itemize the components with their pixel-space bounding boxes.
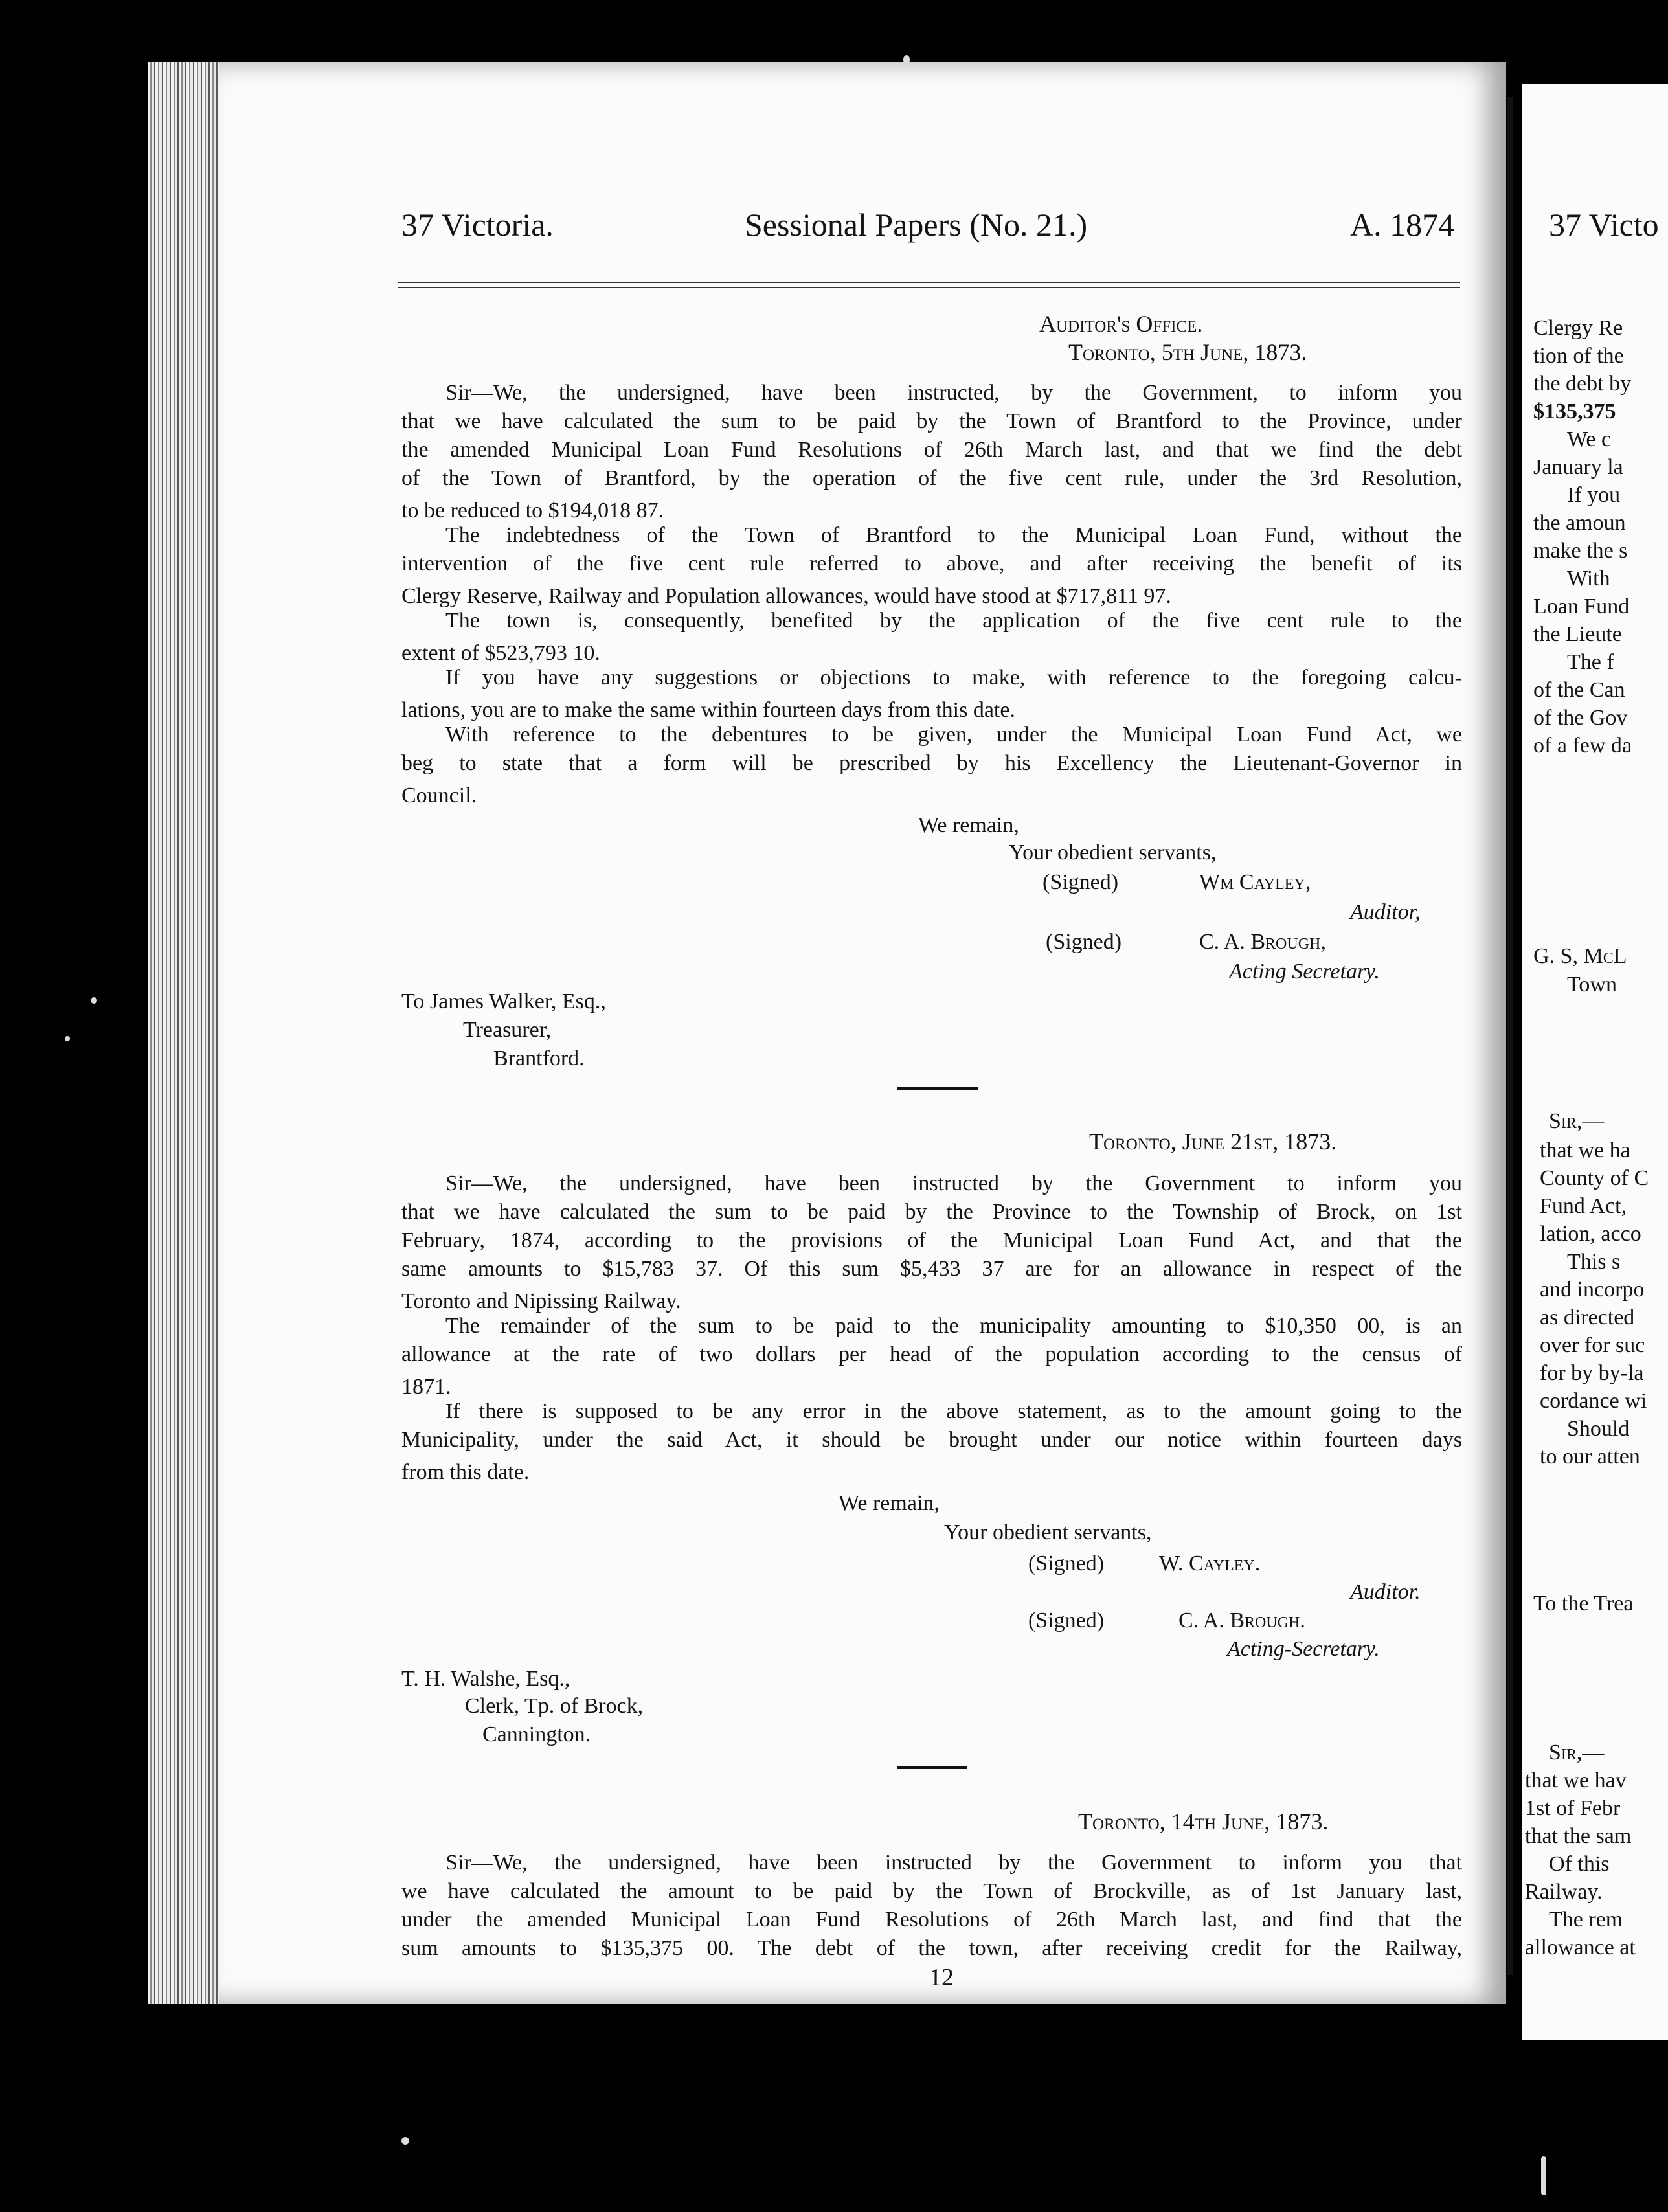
letter1-line-12: lations, you are to make the same within fourteen days from this date. xyxy=(401,698,1015,722)
facing-line: and incorpo xyxy=(1540,1278,1645,1302)
letter3-dateline: Toronto, 14th June, 1873. xyxy=(1078,1809,1329,1834)
letter1-title-1: Auditor, xyxy=(1350,900,1421,924)
letter2-name-2: C. A. Brough. xyxy=(1178,1608,1305,1632)
letter1-line-14: beg to state that a form will be prescribed by his Excellency the Lieutenant-Governor in xyxy=(401,751,1462,775)
facing-line: Fund Act, xyxy=(1540,1194,1627,1218)
letter1-addressee-1: To James Walker, Esq., xyxy=(401,989,606,1013)
letter2-line-9: If there is supposed to be any error in the above statement, as to the amount going to the xyxy=(445,1399,1462,1423)
letter2-addressee-1: T. H. Walshe, Esq., xyxy=(401,1667,570,1691)
letter2-closing: We remain, xyxy=(839,1491,940,1515)
facing-line: of the Can xyxy=(1533,678,1625,702)
facing-line: Should xyxy=(1567,1417,1630,1441)
letter2-servants: Your obedient servants, xyxy=(944,1520,1152,1544)
letter2-title-1: Auditor. xyxy=(1350,1580,1421,1604)
facing-line: of the Gov xyxy=(1533,706,1628,730)
scan-speck xyxy=(401,2137,409,2145)
facing-line: tion of the xyxy=(1533,344,1624,368)
letter1-line-15: Council. xyxy=(401,784,477,807)
book-gutter xyxy=(1507,97,1513,1975)
letter1-name-1: Wm Cayley, xyxy=(1199,870,1311,894)
letter1-signed-1: (Signed) xyxy=(1042,870,1119,894)
facing-line: Sir,— xyxy=(1549,1741,1605,1765)
letter2-line-7: allowance at the rate of two dollars per head of the population according to the census of xyxy=(401,1342,1462,1366)
letter1-dateline: Toronto, 5th June, 1873. xyxy=(1068,339,1307,365)
facing-line: To the Trea xyxy=(1533,1592,1634,1616)
letter1-line-4: of the Town of Brantford, by the operation of the five cent rule, under the 3rd Resolution, xyxy=(401,466,1462,490)
letter1-line-7: intervention of the five cent rule referred to above, and after receiving the benefit of its xyxy=(401,552,1462,576)
facing-line: G. S, McL xyxy=(1533,944,1627,968)
letter2-line-1: Sir—We, the undersigned, have been instructed by the Government to inform you xyxy=(445,1171,1462,1195)
facing-line: This s xyxy=(1567,1250,1621,1274)
facing-line: that the sam xyxy=(1525,1824,1632,1848)
separator-1 xyxy=(897,1087,978,1090)
letter2-line-3: February, 1874, according to the provisions of the Municipal Loan Fund Act, and that the xyxy=(401,1228,1462,1252)
letter2-signed-1: (Signed) xyxy=(1028,1552,1105,1575)
facing-line: 1st of Febr xyxy=(1525,1796,1621,1820)
letter1-office: Auditor's Office. xyxy=(1039,311,1203,337)
letter1-line-1: Sir—We, the undersigned, have been instructed, by the Government, to inform you xyxy=(445,381,1462,405)
facing-line: $135,375 xyxy=(1533,400,1616,423)
letter1-line-11: If you have any suggestions or objections to make, with reference to the foregoing calcu- xyxy=(445,666,1462,690)
facing-line: The f xyxy=(1567,650,1614,674)
letter1-line-3: the amended Municipal Loan Fund Resolutions of 26th March last, and that we find the debt xyxy=(401,438,1462,462)
facing-running-head: 37 Victo xyxy=(1549,207,1659,243)
letter2-line-8: 1871. xyxy=(401,1375,451,1399)
facing-line: Clergy Re xyxy=(1533,316,1623,340)
facing-line: over for suc xyxy=(1540,1333,1645,1357)
page-number: 12 xyxy=(929,1964,954,1991)
letter2-signed-2: (Signed) xyxy=(1028,1608,1105,1632)
letter1-line-10: extent of $523,793 10. xyxy=(401,641,600,665)
facing-line: If you xyxy=(1567,483,1621,507)
facing-line: We c xyxy=(1567,427,1612,451)
facing-line: January la xyxy=(1533,455,1623,479)
facing-line: With xyxy=(1567,567,1610,591)
letter2-line-11: from this date. xyxy=(401,1460,530,1484)
facing-line: allowance at xyxy=(1525,1936,1636,1959)
facing-line: lation, acco xyxy=(1540,1222,1641,1246)
facing-line: the Lieute xyxy=(1533,622,1622,646)
letter1-addressee-2: Treasurer, xyxy=(463,1018,552,1042)
facing-line: The rem xyxy=(1549,1908,1623,1932)
facing-line: Railway. xyxy=(1525,1880,1603,1904)
letter3-line-4: sum amounts to $135,375 00. The debt of the town, after receiving credit for the Railway, xyxy=(401,1936,1462,1960)
letter2-title-2: Acting-Secretary. xyxy=(1227,1637,1380,1661)
running-head-center: Sessional Papers (No. 21.) xyxy=(745,207,1088,243)
letter1-closing: We remain, xyxy=(918,813,1019,837)
letter1-line-9: The town is, consequently, benefited by the application of the five cent rule to the xyxy=(445,609,1462,633)
letter1-line-13: With reference to the debentures to be given, under the Municipal Loan Fund Act, we xyxy=(445,723,1462,747)
facing-line: to our atten xyxy=(1540,1445,1640,1469)
book-page-edges xyxy=(148,62,219,2004)
letter1-title-2: Acting Secretary. xyxy=(1229,960,1380,984)
running-head-left: 37 Victoria. xyxy=(401,207,554,243)
facing-line: make the s xyxy=(1533,539,1628,563)
separator-2 xyxy=(897,1766,967,1769)
facing-line: the amoun xyxy=(1533,511,1626,535)
letter3-line-2: we have calculated the amount to be paid by the Town of Brockville, as of 1st January last, xyxy=(401,1879,1462,1903)
scanned-page xyxy=(219,62,1506,2004)
letter2-addressee-2: Clerk, Tp. of Brock, xyxy=(465,1694,644,1718)
facing-line: that we hav xyxy=(1525,1768,1627,1792)
letter2-dateline: Toronto, June 21st, 1873. xyxy=(1089,1129,1337,1155)
letter2-line-2: that we have calculated the sum to be paid by the Province to the Township of Brock, on 1st xyxy=(401,1200,1462,1224)
letter3-line-3: under the amended Municipal Loan Fund Resolutions of 26th March last, and find that the xyxy=(401,1908,1462,1932)
scan-speck xyxy=(65,1036,70,1041)
letter2-line-5: Toronto and Nipissing Railway. xyxy=(401,1289,681,1313)
letter2-addressee-3: Cannington. xyxy=(482,1722,591,1746)
letter1-line-6: The indebtedness of the Town of Brantford to the Municipal Loan Fund, without the xyxy=(445,523,1462,547)
letter1-line-2: that we have calculated the sum to be paid by the Town of Brantford to the Province, under xyxy=(401,409,1462,433)
facing-line: that we ha xyxy=(1540,1138,1630,1162)
letter1-line-5: to be reduced to $194,018 87. xyxy=(401,499,664,523)
letter1-line-8: Clergy Reserve, Railway and Population allowances, would have stood at $717,811 97. xyxy=(401,584,1171,608)
facing-line: for by by-la xyxy=(1540,1361,1644,1385)
facing-line: Sir,— xyxy=(1549,1109,1605,1133)
facing-line: as directed xyxy=(1540,1305,1635,1329)
scan-speck xyxy=(903,55,910,64)
letter1-servants: Your obedient servants, xyxy=(1009,841,1217,864)
letter1-addressee-3: Brantford. xyxy=(493,1046,585,1070)
scan-speck xyxy=(1541,2156,1546,2195)
header-rule xyxy=(398,282,1460,288)
letter3-line-1: Sir—We, the undersigned, have been instructed by the Government to inform you that xyxy=(445,1851,1462,1875)
letter1-name-2: C. A. Brough, xyxy=(1199,930,1326,954)
facing-line: Loan Fund xyxy=(1533,594,1630,618)
facing-line: cordance wi xyxy=(1540,1389,1647,1413)
scan-speck xyxy=(91,997,97,1004)
facing-line: the debt by xyxy=(1533,372,1632,396)
letter2-line-4: same amounts to $15,783 37. Of this sum $5,433 37 are for an allowance in respect of the xyxy=(401,1257,1462,1281)
running-head-right: A. 1874 xyxy=(1350,207,1455,243)
letter2-line-6: The remainder of the sum to be paid to the municipality amounting to $10,350 00, is an xyxy=(445,1314,1462,1338)
letter2-name-1: W. Cayley. xyxy=(1159,1552,1261,1575)
letter2-line-10: Municipality, under the said Act, it should be brought under our notice within fourteen days xyxy=(401,1428,1462,1452)
facing-line: Town xyxy=(1567,973,1617,997)
facing-line: County of C xyxy=(1540,1166,1649,1190)
facing-line: of a few da xyxy=(1533,734,1632,758)
facing-line: Of this xyxy=(1549,1852,1610,1876)
letter1-signed-2: (Signed) xyxy=(1046,930,1122,954)
